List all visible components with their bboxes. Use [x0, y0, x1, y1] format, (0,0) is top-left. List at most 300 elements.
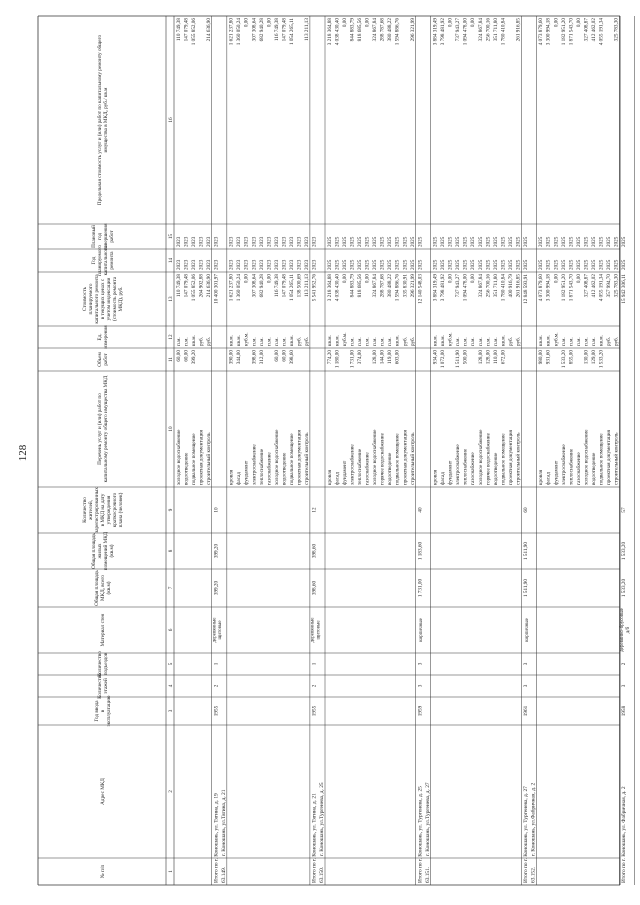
total-living-area: 1 533,20	[621, 541, 628, 561]
header-col10: Перечень услуг и (или) работ по	[96, 393, 103, 465]
work-unit: п.м.	[583, 337, 590, 346]
header-col15: год	[96, 232, 103, 241]
work-volume: 500,00	[462, 350, 469, 365]
total-residents: 57	[621, 507, 628, 513]
work-year-plan: 2025	[545, 259, 552, 270]
work-type: фундамент	[341, 460, 348, 485]
work-unit: п.м.	[175, 337, 182, 346]
total-floors: 3	[523, 684, 530, 688]
work-limit-cost: 261 916,85	[515, 18, 522, 42]
work-year-plan: 2025	[334, 259, 341, 270]
work-unit: п.м.	[462, 337, 469, 346]
work-year-plan: 2023	[266, 259, 273, 270]
work-limit-cost: 682 940,28	[258, 18, 265, 42]
work-volume: 60,00	[273, 350, 280, 362]
work-volume: 855,00	[568, 350, 575, 365]
total-year: 1955	[213, 705, 220, 717]
work-year-plan: 2025	[341, 259, 348, 270]
total-living-area: 1 183,60	[417, 541, 424, 561]
house-number: 63.151.	[424, 866, 431, 883]
work-year-end: 2025	[560, 236, 567, 247]
work-unit: п.м.	[349, 337, 356, 346]
work-cost: 0,00	[341, 274, 348, 284]
header-col16: имущества в МКД, руб./ кв.м	[102, 87, 109, 153]
work-unit: куб.м.	[553, 332, 560, 346]
total-year-end: 2023	[213, 236, 220, 247]
work-year-end: 2025	[613, 236, 620, 247]
header-col9: зарегистрированных	[93, 487, 100, 533]
work-year-plan: 2025	[575, 259, 582, 270]
work-year-plan: 2025	[507, 259, 514, 270]
work-type: фундамент	[243, 460, 250, 485]
total-year-end: 2025	[417, 236, 424, 247]
work-year-end: 2025	[553, 236, 560, 247]
header-col5: Количество	[96, 651, 103, 677]
total-wall-material: кирпичные	[419, 618, 425, 642]
work-limit-cost: 351 711,80	[492, 18, 499, 42]
work-year-plan: 2025	[326, 259, 333, 270]
work-unit: кв.м.	[190, 335, 197, 346]
work-cost: 3 798 481,92	[440, 274, 446, 302]
work-year-plan: 2025	[560, 259, 567, 270]
house-address: г. Коношань, ул.Тургенева, д. 27	[424, 782, 431, 856]
work-cost: 1 871 543,70	[568, 274, 575, 302]
work-year-plan: 2025	[409, 259, 416, 270]
work-unit: кв.м.	[598, 335, 605, 346]
work-year-end: 2025	[470, 236, 477, 247]
work-year-end: 2025	[402, 236, 409, 247]
work-limit-cost: 0,00	[341, 18, 348, 28]
work-cost: 214 636,90	[205, 274, 212, 298]
header-col15: Плановый	[90, 225, 97, 248]
work-limit-cost: 0,00	[553, 18, 560, 28]
work-year-plan: 2025	[455, 259, 462, 270]
total-area: 399,20	[213, 580, 220, 596]
work-year-end: 2023	[236, 236, 243, 247]
work-limit-cost: 737 943,27	[455, 18, 462, 42]
work-type: проектная документация	[198, 430, 205, 485]
header-col3: эксплуатацию	[105, 695, 112, 727]
work-type: строительный контроль	[409, 432, 416, 485]
total-entrances: 1	[213, 662, 220, 666]
work-year-plan: 2023	[175, 259, 182, 270]
work-year-end: 2023	[304, 236, 311, 247]
work-cost: 3 300 994,18	[545, 274, 552, 302]
work-year-plan: 2023	[273, 259, 280, 270]
total-year-end: 2025	[621, 236, 628, 247]
work-year-plan: 2025	[387, 259, 394, 270]
work-cost: 1 055 852,06	[190, 274, 197, 302]
work-limit-cost: 0,00	[243, 18, 250, 28]
work-unit: кв.м.	[545, 335, 552, 346]
work-type: проектная документация	[402, 430, 409, 485]
total-year: 1955	[311, 705, 318, 717]
work-year-end: 2025	[477, 236, 484, 247]
work-cost: 261 916,85	[515, 274, 522, 298]
work-type: холодное водоснабжение	[273, 429, 280, 485]
total-living-area: 1 511,90	[523, 542, 530, 560]
work-limit-cost: 256 700,16	[485, 18, 492, 42]
work-limit-cost: 1 094 478,00	[462, 18, 469, 46]
work-year-end: 2025	[538, 236, 545, 247]
work-unit: руб.	[613, 337, 620, 346]
total-year-plan: 2023	[311, 259, 318, 270]
total-residents: 12	[311, 507, 318, 513]
total-wall-material: кирпичные	[524, 618, 530, 642]
work-cost: 327 408,87	[583, 274, 590, 298]
work-volume: 774,20	[326, 350, 333, 365]
work-type: электроснабжение	[560, 444, 567, 485]
work-volume: 399,20	[190, 350, 197, 365]
work-cost: 324 867,84	[477, 274, 484, 298]
work-type: холодное водоснабжение	[372, 429, 379, 485]
header-number: 11	[168, 357, 174, 362]
total-year-plan: 2025	[621, 259, 628, 270]
work-volume: 110,00	[492, 350, 499, 365]
work-year-end: 2023	[258, 236, 265, 247]
work-volume: 1 533,20	[598, 350, 605, 369]
work-year-end: 2025	[507, 236, 514, 247]
header-col13: в текущих ценах с	[99, 278, 106, 320]
work-year-end: 2025	[583, 236, 590, 247]
header-col4: Количество	[96, 673, 103, 699]
work-volume: 398,60	[289, 350, 295, 365]
work-limit-cost: 818 685,56	[356, 18, 363, 42]
work-year-end: 2025	[568, 236, 575, 247]
work-unit: руб.	[606, 337, 613, 346]
total-year-plan: 2025	[417, 259, 424, 270]
header-number: 1	[168, 870, 174, 873]
work-unit: п.м.	[560, 337, 567, 346]
total-residents: 40	[417, 507, 424, 513]
work-type: водоотведение	[183, 452, 190, 485]
header-col15: работ	[108, 230, 115, 243]
header-col7: МКД, всего	[99, 575, 106, 601]
work-type: строительный контроль	[515, 432, 522, 485]
work-year-plan: 2023	[205, 259, 212, 270]
work-volume: 374,00	[356, 350, 363, 365]
work-year-end: 2025	[500, 236, 507, 247]
work-limit-cost: 0,00	[447, 18, 454, 28]
work-cost: 844 883,79	[349, 274, 356, 298]
work-limit-cost: 288 787,68	[379, 18, 386, 42]
work-unit: п.м.	[575, 337, 582, 346]
header-col11: Объем	[96, 352, 103, 367]
work-year-plan: 2023	[296, 259, 303, 270]
work-limit-cost: 0,00	[575, 18, 582, 28]
work-limit-cost: 110 749,38	[175, 18, 182, 42]
total-year-plan: 2025	[523, 259, 530, 270]
work-year-plan: 2025	[598, 259, 605, 270]
work-cost: 0,00	[266, 274, 273, 284]
header-number: 15	[168, 233, 174, 240]
header-col14: капитального	[102, 245, 109, 276]
work-unit: п.м.	[364, 337, 371, 346]
work-year-plan: 2025	[515, 259, 522, 270]
work-unit: кв.м.	[440, 335, 446, 346]
work-unit: п.м.	[183, 337, 190, 346]
work-unit: руб.	[515, 337, 522, 346]
work-type: водоотведение	[387, 452, 394, 485]
work-year-end: 2025	[598, 236, 605, 247]
total-wall-material: деревянные	[212, 617, 218, 643]
work-year-end: 2025	[591, 236, 597, 247]
header-col10: капитальному ремонту общего имущества МКД	[102, 375, 109, 483]
work-limit-cost: 4 038 430,40	[334, 18, 341, 46]
work-year-plan: 2025	[613, 259, 620, 270]
work-year-end: 2025	[432, 236, 439, 247]
work-type: фасад	[236, 472, 243, 485]
work-type: электроснабжение	[455, 444, 462, 485]
work-unit: кв.м.	[326, 335, 333, 346]
work-cost: 324 867,84	[372, 274, 379, 298]
total-cost: 10 400 301,97	[213, 274, 220, 304]
work-limit-cost: 324 867,84	[477, 18, 484, 42]
work-unit: п.м.	[492, 337, 499, 346]
total-wall-material: д/б	[625, 626, 631, 634]
work-type: горячее водоснабжение	[379, 433, 386, 485]
work-unit: п.м.	[266, 337, 273, 346]
header-col9: краткосрочного	[111, 492, 118, 528]
work-unit: п.м.	[485, 337, 492, 346]
work-type: проектная документация	[507, 430, 514, 485]
total-wall-material: деревянные	[310, 617, 316, 643]
total-year-end: 2025	[523, 236, 530, 247]
work-cost: 147 079,48	[281, 274, 288, 298]
total-label: Итого по г. Коношань, ул. Тургенева, д. 25	[417, 786, 424, 883]
work-year-end: 2025	[379, 236, 386, 247]
header-col3: Год ввода	[93, 700, 100, 722]
work-cost: 0,00	[364, 274, 371, 284]
work-year-plan: 2023	[258, 259, 265, 270]
work-year-end: 2023	[183, 236, 190, 247]
work-year-plan: 2023	[183, 259, 190, 270]
work-limit-cost: 1 871 543,70	[568, 18, 575, 46]
work-limit-cost: 324 867,84	[372, 18, 379, 42]
work-year-plan: 2025	[485, 259, 492, 270]
work-year-plan: 2025	[500, 259, 507, 270]
total-entrances: 3	[523, 662, 530, 666]
header-col8: жилых	[96, 543, 103, 559]
header-number: 16	[168, 117, 174, 123]
work-volume: 603,00	[394, 350, 401, 365]
page-number: 128	[17, 444, 29, 462]
work-limit-cost: 327 408,87	[583, 18, 590, 42]
work-cost: 682 940,28	[258, 274, 265, 298]
work-year-plan: 2025	[583, 259, 590, 270]
total-area: 1 511,90	[523, 579, 530, 597]
work-year-plan: 2025	[470, 259, 477, 270]
work-year-plan: 2023	[281, 259, 288, 270]
header-number: 12	[168, 334, 174, 340]
work-type: подвальное помещение	[598, 433, 605, 485]
work-volume: 398,60	[251, 350, 258, 365]
work-limit-cost: 1 055 852,06	[190, 18, 197, 46]
house-address: г. Коношань, ул.Тургенева, д. 25	[319, 782, 326, 856]
total-area: 398,60	[311, 580, 318, 596]
work-cost: 325 783,30	[613, 274, 620, 298]
header-number: 3	[168, 709, 174, 713]
work-unit: кв.м.	[228, 335, 235, 346]
header-col13: Стоимость	[81, 287, 88, 311]
work-limit-cost: 1 182 951,20	[560, 18, 567, 46]
work-year-plan: 2025	[379, 259, 386, 270]
work-year-end: 2023	[175, 236, 182, 247]
work-cost: 0,00	[243, 274, 250, 284]
work-year-end: 2023	[273, 236, 280, 247]
total-residents: 60	[523, 507, 530, 513]
work-limit-cost: 1 780 410,84	[500, 18, 507, 46]
work-type: фасад	[440, 472, 446, 485]
house-address: г. Коношань, ул.Тягина, д. 21	[221, 789, 228, 856]
work-year-end: 2025	[409, 236, 416, 247]
work-year-plan: 2025	[447, 259, 454, 270]
work-volume: 934,40	[432, 350, 439, 365]
work-limit-cost: 147 079,48	[183, 18, 190, 42]
total-floors: 3	[417, 684, 424, 688]
header-col9: плана (человек)	[117, 492, 124, 528]
work-cost: 110 749,38	[175, 274, 182, 298]
work-year-plan: 2025	[462, 259, 469, 270]
header-number: 6	[168, 628, 174, 632]
work-unit: кв.м.	[432, 335, 439, 346]
work-year-plan: 2025	[372, 259, 379, 270]
work-year-end: 2025	[606, 236, 613, 247]
work-unit: п.м.	[568, 337, 575, 346]
work-year-end: 2025	[545, 236, 552, 247]
header-col9: Количество	[81, 497, 88, 523]
work-type: электроснабжение	[349, 444, 356, 485]
work-cost: 264 902,88	[198, 274, 205, 298]
header-number: 4	[168, 684, 174, 688]
house-number: 63.149.	[221, 866, 228, 883]
work-volume: 931,60	[545, 350, 552, 365]
work-cost: 0,00	[553, 274, 560, 284]
work-cost: 357 994,70	[606, 274, 613, 298]
total-entrances: 1	[311, 662, 318, 666]
total-wall-material: щитовые	[218, 620, 224, 640]
work-year-plan: 2025	[591, 259, 597, 270]
work-year-plan: 2025	[477, 259, 484, 270]
work-unit: куб.м.	[243, 332, 250, 346]
total-cost: 12 140 548,03	[417, 274, 424, 304]
work-limit-cost: 844 883,79	[349, 18, 356, 42]
total-living-area: 399,20	[213, 543, 220, 559]
header-col9: жителей,	[87, 500, 94, 520]
work-year-end: 2025	[341, 236, 348, 247]
work-cost: 147 079,48	[183, 274, 190, 298]
work-type: газоснабжение	[364, 452, 371, 485]
work-volume: 312,00	[258, 350, 265, 365]
work-cost: 0,00	[470, 274, 477, 284]
header-col16: Предельная стоимость услуг и (или) работ по капитальному ремонту общего	[96, 34, 103, 206]
work-year-plan: 2023	[243, 259, 250, 270]
work-unit: руб.	[409, 337, 416, 346]
header-col8: помещений МКД	[102, 531, 109, 571]
house-number: 63.152.	[530, 866, 537, 883]
work-type: водоотведение	[492, 452, 499, 485]
header-number: 2	[168, 790, 174, 793]
header-col13: капитального ремонта	[93, 274, 100, 324]
work-cost: 4 038 430,40	[334, 274, 341, 302]
total-label: Итого по г. Коношань, ул. Тургенева, д. 27	[523, 786, 530, 883]
header-col8: (кв.м)	[108, 544, 115, 558]
work-cost: 818 685,56	[356, 274, 363, 298]
header-col15: завершения	[102, 223, 109, 250]
work-type: подвальное помещение	[289, 433, 295, 485]
work-type: фундамент	[447, 460, 454, 485]
work-unit: руб.	[296, 337, 303, 346]
work-year-end: 2023	[281, 236, 288, 247]
work-volume: 344,00	[236, 350, 243, 365]
work-limit-cost: 0,00	[266, 18, 273, 28]
work-year-plan: 2025	[538, 259, 545, 270]
work-unit: куб.м.	[447, 332, 454, 346]
work-type: подвальное помещение	[394, 433, 401, 485]
work-volume: 128,00	[477, 350, 484, 365]
work-year-plan: 2025	[432, 259, 439, 270]
work-volume: 1 511,90	[455, 350, 462, 368]
work-cost: 412 462,02	[591, 274, 597, 298]
work-type: фасад	[334, 472, 341, 485]
work-year-plan: 2025	[440, 259, 446, 270]
work-limit-cost: 3 798 481,92	[440, 18, 446, 46]
work-limit-cost: 4 073 879,60	[538, 18, 545, 46]
total-wall-material: деревянно-брусовые	[620, 608, 626, 652]
work-year-end: 2023	[228, 236, 235, 247]
work-unit: кв.м.	[289, 335, 295, 346]
total-year: 1958	[621, 705, 628, 717]
work-unit: кв.м.	[334, 335, 341, 346]
work-year-end: 2025	[372, 236, 379, 247]
work-unit: руб.	[507, 337, 514, 346]
work-year-end: 2025	[492, 236, 499, 247]
work-type: кровля	[538, 469, 545, 485]
total-wall-material: щитовые	[316, 620, 322, 640]
work-cost: 351 711,80	[492, 274, 499, 298]
work-unit: п.м.	[470, 337, 477, 346]
work-unit: руб.	[304, 337, 311, 346]
work-year-plan: 2023	[251, 259, 258, 270]
work-unit: руб.	[198, 337, 205, 346]
work-volume: 390,00	[228, 350, 235, 365]
work-unit: кв.м.	[394, 335, 401, 346]
work-year-plan: 2025	[568, 259, 575, 270]
work-type: кровля	[228, 469, 235, 485]
work-type: кровля	[432, 469, 439, 485]
work-cost: 116 749,38	[273, 274, 280, 298]
total-cost: 15 942 306,11	[621, 274, 628, 304]
work-year-end: 2023	[296, 236, 303, 247]
header-number: 14	[168, 257, 174, 264]
total-cost: 12 848 593,91	[523, 274, 530, 304]
work-type: проектная документация	[606, 430, 613, 485]
work-limit-cost: 0,00	[470, 18, 477, 28]
work-year-plan: 2023	[190, 259, 197, 270]
work-cost: 737 943,27	[455, 274, 462, 298]
work-volume: 1 180,00	[334, 350, 341, 369]
work-cost: 1 360 050,24	[236, 274, 243, 302]
work-limit-cost: 3 300 994,18	[545, 18, 552, 46]
work-cost: 3 884 319,49	[432, 274, 439, 302]
work-year-end: 2023	[198, 236, 205, 247]
total-floors: 3	[621, 684, 628, 688]
work-cost: 400 916,79	[507, 274, 514, 298]
header-number: 10	[168, 426, 174, 432]
work-unit: п.м.	[273, 337, 280, 346]
work-type: теплоснабжение	[356, 448, 363, 485]
work-cost: 113 211,13	[304, 274, 311, 297]
